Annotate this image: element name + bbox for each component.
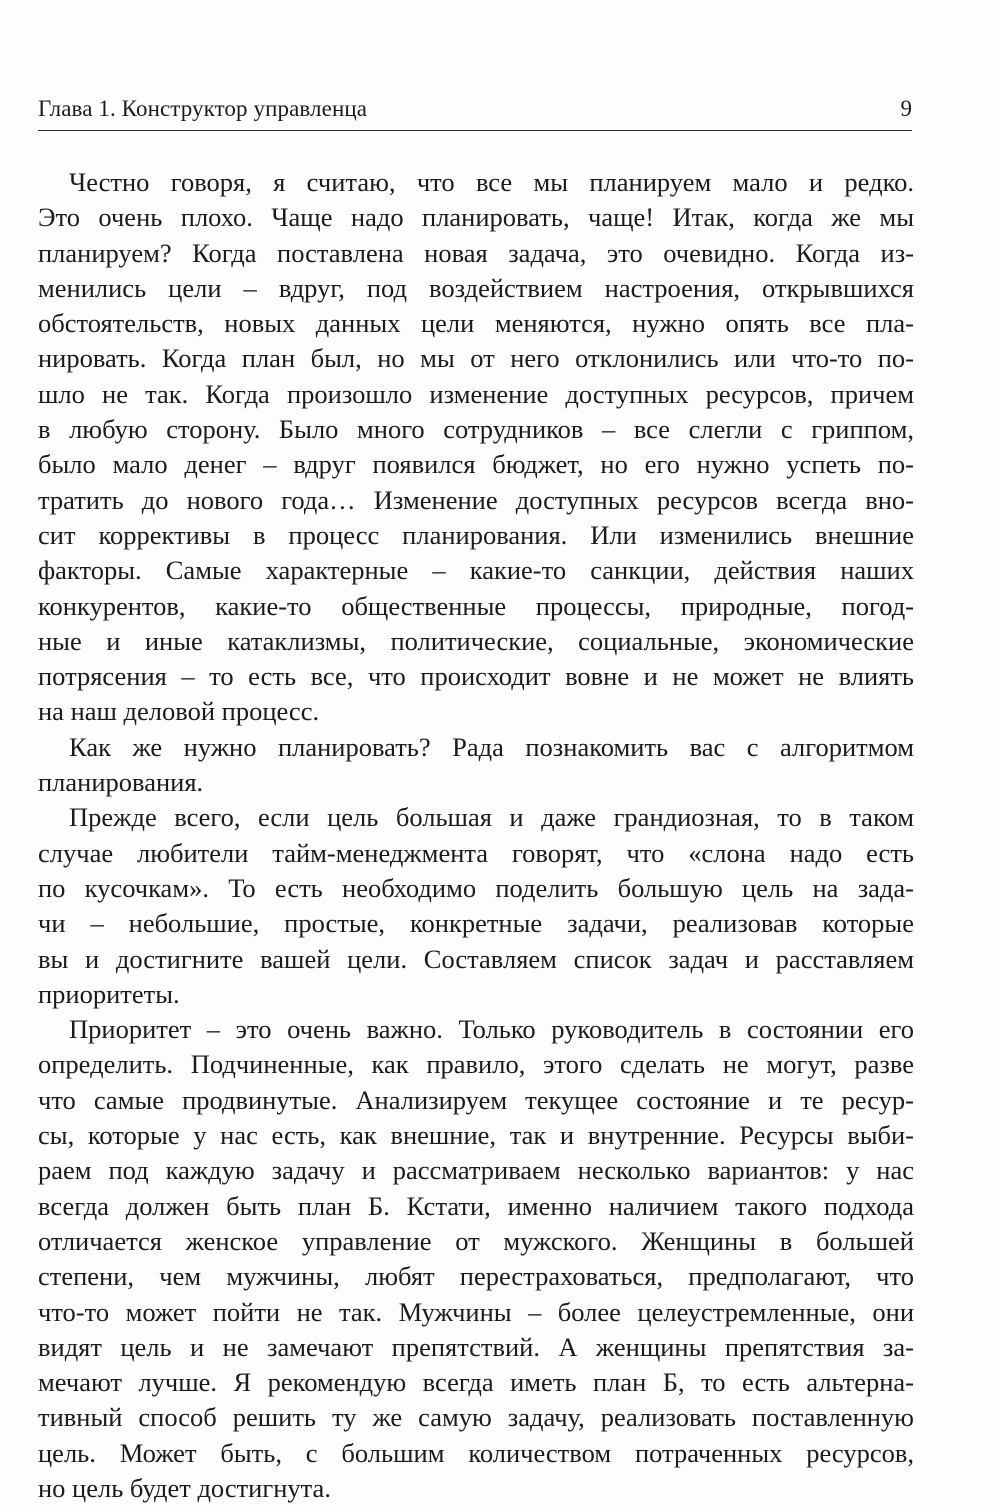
text-line: Прежде всего, если цель большая и даже грандиозная, то в таком bbox=[69, 802, 914, 833]
text-line: тивный способ решить ту же самую задачу, реализовать поставленную bbox=[38, 1402, 914, 1433]
text-line: что-то может пойти не так. Мужчины – более целеустремленные, они bbox=[38, 1296, 914, 1327]
text-line: менились цели – вдруг, под воздействием настроения, открывшихся bbox=[38, 272, 914, 303]
page-number: 9 bbox=[900, 96, 912, 121]
text-line: ные и иные катаклизмы, политические, социальные, экономические bbox=[38, 625, 914, 656]
running-header bbox=[38, 96, 912, 131]
text-line: Приоритет – это очень важно. Только руководитель в состоянии его bbox=[69, 1014, 914, 1045]
chapter-title: Глава 1. Конструктор управленца bbox=[38, 96, 368, 121]
text-line: приоритеты. bbox=[38, 978, 180, 1009]
text-line: планируем? Когда поставлена новая задача, это очевидно. Когда из- bbox=[38, 237, 914, 268]
text-line: конкурентов, какие-то общественные процессы, природные, погод- bbox=[38, 590, 914, 621]
text-line: степени, чем мужчины, любят перестраховаться, предполагают, что bbox=[38, 1261, 914, 1292]
text-line: Как же нужно планировать? Рада познакомить вас с алгоритмом bbox=[69, 731, 914, 762]
text-line: цель. Может быть, с большим количеством потраченных ресурсов, bbox=[38, 1437, 914, 1468]
paragraph bbox=[38, 730, 914, 801]
text-line: раем под каждую задачу и рассматриваем несколько вариантов: у нас bbox=[38, 1155, 914, 1186]
body-text bbox=[38, 165, 914, 1506]
text-line: на наш деловой процесс. bbox=[38, 696, 320, 727]
text-line: потрясения – то есть все, что происходит вовне и не может не влиять bbox=[38, 661, 914, 692]
text-line: чи – небольшие, простые, конкретные задачи, реализовав которые bbox=[38, 908, 914, 939]
text-line: но цель будет достигнута. bbox=[38, 1472, 331, 1503]
text-line: в любую сторону. Было много сотрудников – все слегли с гриппом, bbox=[38, 414, 914, 445]
text-line: факторы. Самые характерные – какие-то санкции, действия наших bbox=[38, 555, 914, 586]
text-line: сит коррективы в процесс планирования. Или изменились внешние bbox=[38, 519, 914, 550]
text-line: вы и достигните вашей цели. Составляем список задач и расставляем bbox=[38, 943, 914, 974]
paragraph bbox=[38, 800, 914, 1012]
text-line: сы, которые у нас есть, как внешние, так и внутренние. Ресурсы выби- bbox=[38, 1120, 914, 1151]
text-line: планирования. bbox=[38, 767, 204, 798]
paragraph bbox=[38, 165, 914, 730]
text-line: обстоятельств, новых данных цели меняются, нужно опять все пла- bbox=[38, 308, 914, 339]
text-line: шло не так. Когда произошло изменение доступных ресурсов, причем bbox=[38, 378, 914, 409]
text-line: определить. Подчиненные, как правило, этого сделать не могут, разве bbox=[38, 1049, 914, 1080]
text-line: Честно говоря, я считаю, что все мы планируем мало и редко. bbox=[69, 167, 914, 197]
text-line: Это очень плохо. Чаще надо планировать, чаще! Итак, когда же мы bbox=[38, 202, 914, 233]
text-line: отличается женское управление от мужского. Женщины в большей bbox=[38, 1225, 914, 1256]
text-line: всегда должен быть план Б. Кстати, именно наличием такого подхода bbox=[38, 1190, 914, 1221]
text-line: что самые продвинутые. Анализируем текущее состояние и те ресур- bbox=[38, 1084, 914, 1115]
paragraph bbox=[38, 1012, 914, 1506]
text-line: мечают лучше. Я рекомендую всегда иметь план Б, то есть альтерна- bbox=[38, 1367, 914, 1398]
text-line: тратить до нового года… Изменение доступных ресурсов всегда вно- bbox=[38, 484, 914, 515]
text-line: нировать. Когда план был, но мы от него отклонились или что-то по- bbox=[38, 343, 914, 374]
text-line: видят цель и не замечают препятствий. А женщины препятствия за- bbox=[38, 1331, 914, 1362]
text-line: по кусочкам». То есть необходимо поделить большую цель на зада- bbox=[38, 872, 914, 903]
text-line: было мало денег – вдруг появился бюджет, но его нужно успеть по- bbox=[38, 449, 914, 480]
text-line: случае любители тайм-менеджмента говорят, что «слона надо есть bbox=[38, 837, 914, 868]
